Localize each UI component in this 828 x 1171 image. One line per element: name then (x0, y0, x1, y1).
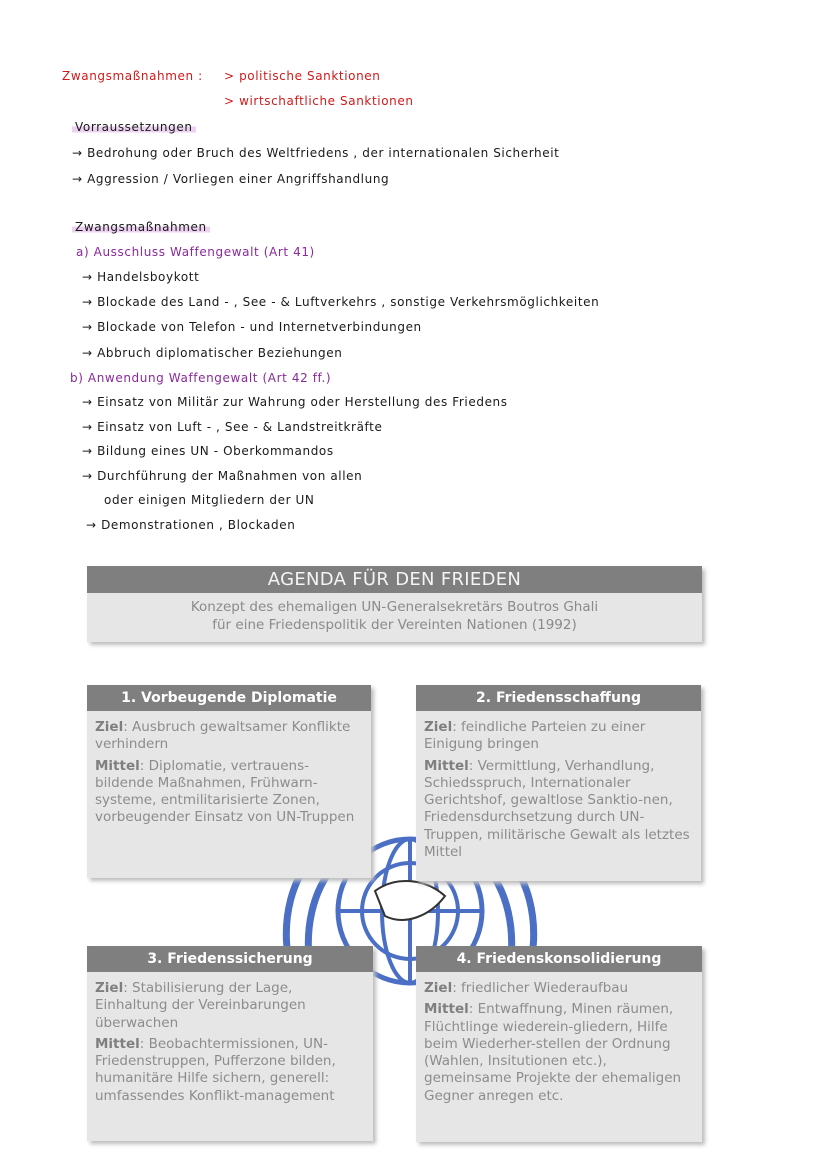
card-friedenssicherung (87, 946, 373, 1141)
note-zwang-label: Zwangsmaßnahmen : (62, 69, 203, 83)
agenda-subtitle: Konzept des ehemaligen UN-Generalsekretärs Boutros Ghali für eine Friedenspolitik der Vereinten Nationen (1992) (190, 599, 599, 633)
card-ziel: Ziel: friedlicher Wiederaufbau (424, 980, 629, 996)
note-economic-sanctions: > wirtschaftliche Sanktionen (224, 94, 414, 108)
b-item: → Bildung eines UN - Oberkommandos (82, 444, 334, 458)
voraussetzung-item: → Bedrohung oder Bruch des Weltfriedens , der internationalen Sicherheit (72, 146, 560, 160)
heading-voraussetzungen: Vorraussetzungen (72, 120, 196, 134)
card-title: 2. Friedensschaffung (416, 685, 701, 711)
a-item: → Handelsboykott (82, 270, 200, 284)
card-title: 4. Friedenskonsolidierung (416, 946, 702, 972)
card-title: 3. Friedenssicherung (87, 946, 373, 972)
card-ziel: Ziel: Stabilisierung der Lage, Einhaltung der Vereinbarungen überwachen (95, 980, 306, 1031)
heading-a-ausschluss: a) Ausschluss Waffengewalt (Art 41) (76, 245, 315, 259)
heading-b-anwendung: b) Anwendung Waffengewalt (Art 42 ff.) (70, 371, 332, 385)
b-item: → Durchführung der Maßnahmen von allen (82, 469, 363, 483)
a-item: → Blockade des Land - , See - & Luftverkehrs , sonstige Verkehrsmöglichkeiten (82, 295, 600, 309)
card-friedensschaffung (416, 685, 701, 881)
card-mittel: Mittel: Beobachtermissionen, UN-Friedenstruppen, Pufferzone bilden, humanitäre Hilfe sichern, generell: umfassendes Konflikt-management (95, 1035, 336, 1104)
agenda-title: AGENDA FÜR DEN FRIEDEN (87, 566, 702, 593)
card-mittel: Mittel: Entwaffnung, Minen räumen, Flüchtlinge wiederein-gliedern, Hilfe beim Wiederher-stellen der Ordnung (Wahlen, Insitutionen etc.), gemeinsame Projekte der ehemaligen Gegner anregen etc. (424, 1001, 682, 1104)
card-friedenskonsolidierung (416, 946, 702, 1142)
note-political-sanctions: > politische Sanktionen (224, 69, 381, 83)
card-vorbeugende-diplomatie (87, 685, 371, 878)
b-item: → Einsatz von Luft - , See - & Landstreitkräfte (82, 420, 383, 434)
card-title: 1. Vorbeugende Diplomatie (87, 685, 371, 711)
agenda-banner (87, 566, 702, 642)
card-ziel: Ziel: feindliche Parteien zu einer Einigung bringen (424, 719, 646, 753)
heading-zwangsmassnahmen: Zwangsmaßnahmen (72, 220, 210, 234)
voraussetzung-item: → Aggression / Vorliegen einer Angriffshandlung (72, 172, 390, 186)
a-item: → Abbruch diplomatischer Beziehungen (82, 346, 343, 360)
b-item: → Einsatz von Militär zur Wahrung oder Herstellung des Friedens (82, 395, 508, 409)
a-item: → Blockade von Telefon - und Internetverbindungen (82, 320, 422, 334)
card-mittel: Mittel: Vermittlung, Verhandlung, Schiedsspruch, Internationaler Gerichtshof, gewaltlose Sanktio-nen, Friedensdurchsetzung durch UN-Truppen, militärische Gewalt als letztes Mittel (424, 757, 690, 861)
card-ziel: Ziel: Ausbruch gewaltsamer Konflikte verhindern (95, 719, 351, 753)
b-item: → Demonstrationen , Blockaden (86, 518, 296, 532)
card-mittel: Mittel: Diplomatie, vertrauens-bildende Maßnahmen, Frühwarn-systeme, entmilitarisierte Zonen, vorbeugender Einsatz von UN-Truppen (95, 757, 355, 826)
b-item: oder einigen Mitgliedern der UN (104, 493, 315, 507)
